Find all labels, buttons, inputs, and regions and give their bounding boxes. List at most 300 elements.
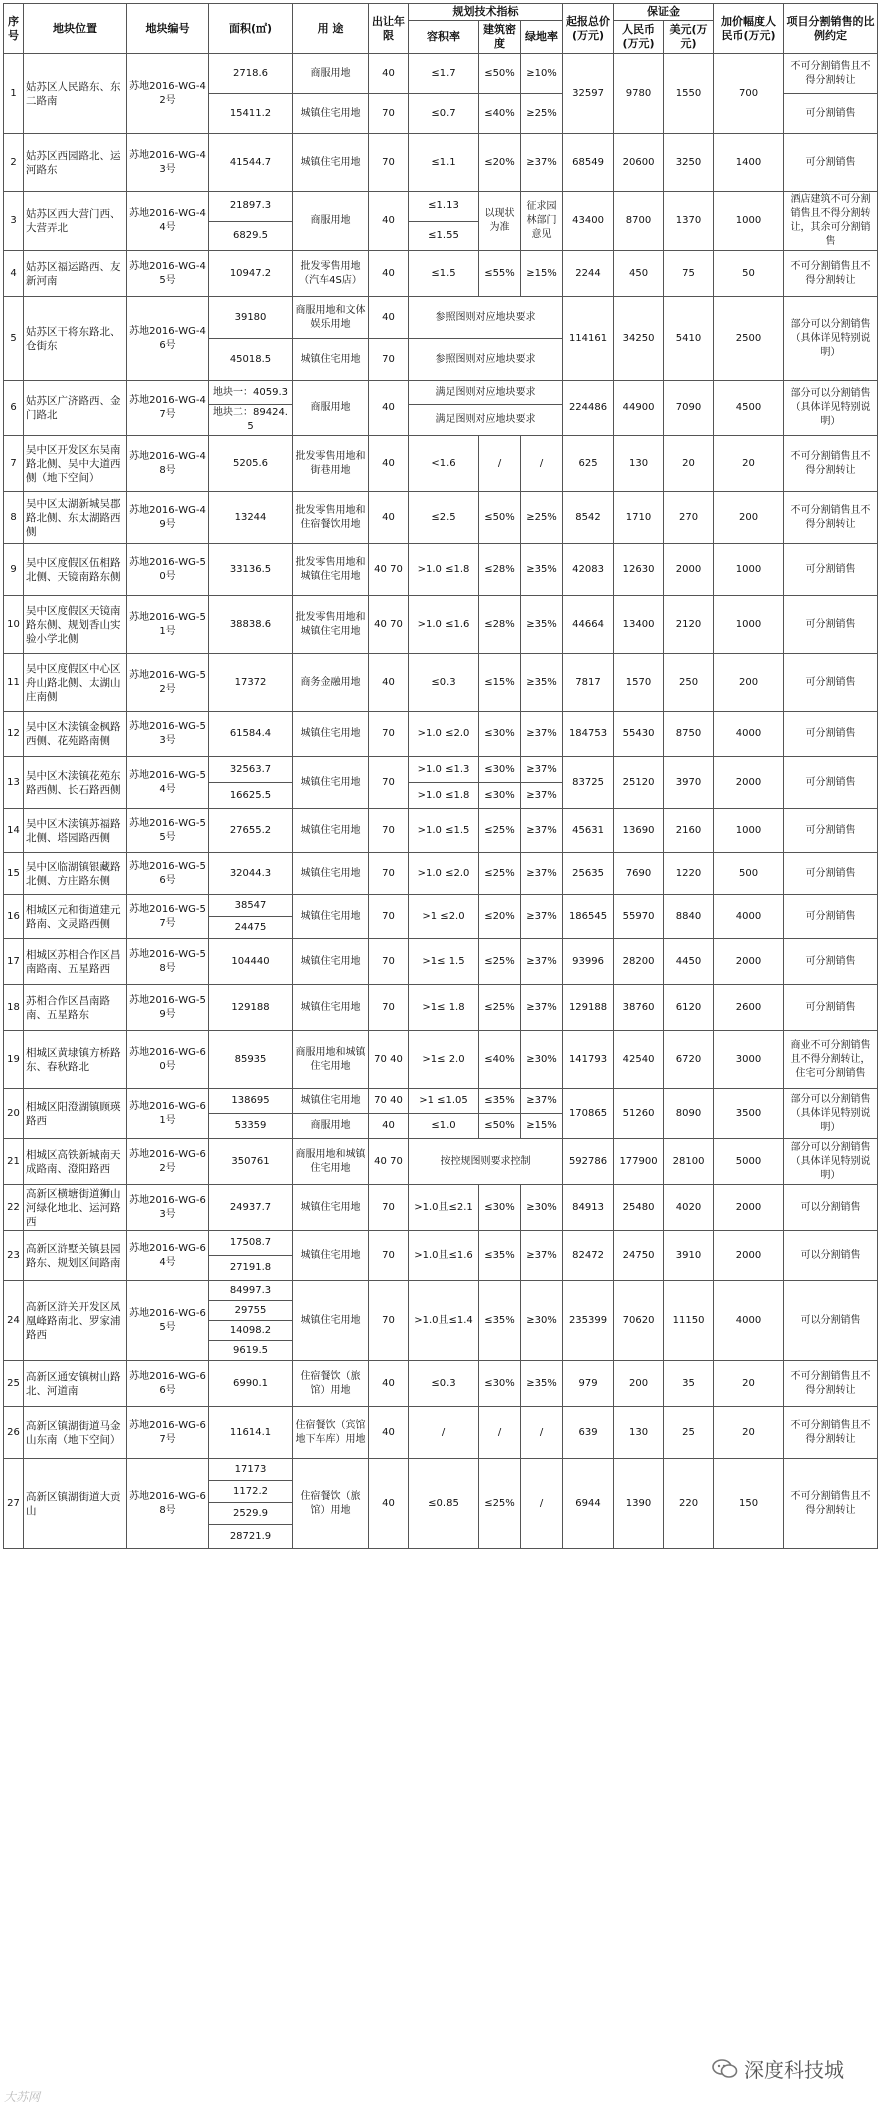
cell-split: 部分可以分割销售（具体详见特别说明）: [784, 1139, 878, 1185]
cell-use: 城镇住宅用地: [293, 339, 369, 381]
cell-density: ≤35%: [479, 1281, 521, 1361]
cell-increment: 500: [714, 853, 784, 895]
cell-code: 苏地2016-WG-64号: [127, 1231, 209, 1281]
table-row: [4, 895, 878, 917]
cell-usd: 5410: [664, 297, 714, 381]
cell-use: 城镇住宅用地: [293, 1231, 369, 1281]
header-increment: 加价幅度人民币(万元): [714, 4, 784, 54]
cell-area: 53359: [209, 1114, 293, 1139]
land-auction-table-container: [3, 3, 877, 1549]
cell-area: 28721.9: [209, 1525, 293, 1549]
table-row: [4, 134, 878, 192]
cell-rmb: 1570: [614, 654, 664, 712]
cell-rmb: 24750: [614, 1231, 664, 1281]
cell-area: 6990.1: [209, 1361, 293, 1407]
cell-code: 苏地2016-WG-57号: [127, 895, 209, 939]
cell-usd: 2000: [664, 544, 714, 596]
cell-seq: 14: [4, 809, 24, 853]
cell-rmb: 177900: [614, 1139, 664, 1185]
cell-increment: 2000: [714, 1231, 784, 1281]
cell-term: 70: [369, 809, 409, 853]
cell-increment: 5000: [714, 1139, 784, 1185]
cell-usd: 1550: [664, 54, 714, 134]
cell-split: 部分可以分割销售（具体详见特别说明）: [784, 297, 878, 381]
cell-rmb: 51260: [614, 1089, 664, 1139]
cell-price: 32597: [563, 54, 614, 134]
cell-split: 可以分割销售: [784, 1281, 878, 1361]
cell-location: 相城区苏相合作区昌南路南、五星路西: [24, 939, 127, 985]
header-usd: 美元(万元): [664, 21, 714, 54]
cell-green: ≥37%: [521, 939, 563, 985]
cell-increment: 20: [714, 1361, 784, 1407]
cell-split: 不可分割销售且不得分割转让: [784, 54, 878, 94]
cell-use: 城镇住宅用地: [293, 939, 369, 985]
header-density: 建筑密度: [479, 21, 521, 54]
table-row: [4, 1231, 878, 1256]
cell-term: 70: [369, 712, 409, 757]
cell-use: 城镇住宅用地: [293, 1089, 369, 1114]
cell-code: 苏地2016-WG-67号: [127, 1407, 209, 1459]
cell-code: 苏地2016-WG-43号: [127, 134, 209, 192]
cell-location: 相城区高铁新城南天成路南、澄阳路西: [24, 1139, 127, 1185]
cell-code: 苏地2016-WG-66号: [127, 1361, 209, 1407]
cell-area: 45018.5: [209, 339, 293, 381]
cell-area: 9619.5: [209, 1341, 293, 1361]
cell-usd: 3910: [664, 1231, 714, 1281]
cell-far: ≤1.1: [409, 134, 479, 192]
cell-increment: 20: [714, 1407, 784, 1459]
cell-seq: 9: [4, 544, 24, 596]
cell-increment: 2000: [714, 1185, 784, 1231]
cell-code: 苏地2016-WG-62号: [127, 1139, 209, 1185]
cell-rmb: 42540: [614, 1031, 664, 1089]
cell-far: ≤1.0: [409, 1114, 479, 1139]
cell-price: 170865: [563, 1089, 614, 1139]
cell-area: 129188: [209, 985, 293, 1031]
header-use: 用 途: [293, 4, 369, 54]
table-row: [4, 712, 878, 757]
cell-price: 235399: [563, 1281, 614, 1361]
cell-term: 40: [369, 54, 409, 94]
cell-split: 可分割销售: [784, 985, 878, 1031]
cell-rmb: 20600: [614, 134, 664, 192]
cell-price: 43400: [563, 192, 614, 251]
cell-term: 70: [369, 939, 409, 985]
table-row: [4, 544, 878, 596]
cell-density: ≤50%: [479, 492, 521, 544]
table-row: [4, 1281, 878, 1301]
cell-use: 城镇住宅用地: [293, 809, 369, 853]
cell-rmb: 70620: [614, 1281, 664, 1361]
cell-seq: 15: [4, 853, 24, 895]
cell-term: 70: [369, 985, 409, 1031]
cell-green: ≥37%: [521, 895, 563, 939]
cell-location: 高新区通安镇树山路北、河道南: [24, 1361, 127, 1407]
cell-seq: 19: [4, 1031, 24, 1089]
cell-far: ≤2.5: [409, 492, 479, 544]
table-row: [4, 757, 878, 783]
cell-term: 40 70: [369, 596, 409, 654]
cell-price: 224486: [563, 381, 614, 436]
cell-term: 40: [369, 654, 409, 712]
cell-price: 83725: [563, 757, 614, 809]
cell-location: 吴中区开发区东吴南路北侧、吴中大道西侧（地下空间）: [24, 436, 127, 492]
cell-increment: 3000: [714, 1031, 784, 1089]
cell-location: 吴中区木渎镇苏福路北侧、塔园路西侧: [24, 809, 127, 853]
cell-increment: 1000: [714, 596, 784, 654]
cell-code: 苏地2016-WG-63号: [127, 1185, 209, 1231]
cell-split: 可分割销售: [784, 544, 878, 596]
cell-increment: 200: [714, 492, 784, 544]
cell-green: ≥37%: [521, 712, 563, 757]
cell-split: 可分割销售: [784, 757, 878, 809]
cell-density: ≤55%: [479, 251, 521, 297]
cell-location: 高新区浒关开发区凤凰峰路南北、罗家浦路西: [24, 1281, 127, 1361]
cell-green: ≥35%: [521, 596, 563, 654]
cell-plan-merged: 满足图则对应地块要求: [409, 405, 563, 436]
cell-term: 70: [369, 757, 409, 809]
cell-usd: 4450: [664, 939, 714, 985]
cell-use: 住宿餐饮（旅馆）用地: [293, 1459, 369, 1549]
header-seq: 序号: [4, 4, 24, 54]
cell-density: /: [479, 436, 521, 492]
cell-density: ≤20%: [479, 134, 521, 192]
cell-term: 40: [369, 436, 409, 492]
cell-rmb: 12630: [614, 544, 664, 596]
cell-rmb: 200: [614, 1361, 664, 1407]
cell-location: 高新区镇湖街道大贡山: [24, 1459, 127, 1549]
cell-area: 17173: [209, 1459, 293, 1481]
cell-use: 城镇住宅用地: [293, 94, 369, 134]
cell-green: ≥15%: [521, 251, 563, 297]
cell-price: 93996: [563, 939, 614, 985]
cell-code: 苏地2016-WG-65号: [127, 1281, 209, 1361]
cell-term: 40 70: [369, 544, 409, 596]
cell-density: ≤30%: [479, 1185, 521, 1231]
cell-density: ≤35%: [479, 1231, 521, 1281]
cell-area: 17372: [209, 654, 293, 712]
header-green: 绿地率: [521, 21, 563, 54]
cell-price: 625: [563, 436, 614, 492]
cell-green: ≥30%: [521, 1281, 563, 1361]
cell-code: 苏地2016-WG-60号: [127, 1031, 209, 1089]
cell-area: 16625.5: [209, 783, 293, 809]
cell-term: 40: [369, 492, 409, 544]
cell-term: 70: [369, 134, 409, 192]
cell-code: 苏地2016-WG-48号: [127, 436, 209, 492]
cell-far: >1.0 ≤1.8: [409, 783, 479, 809]
cell-term: 40: [369, 192, 409, 251]
cell-far: ≤1.5: [409, 251, 479, 297]
cell-price: 2244: [563, 251, 614, 297]
cell-use: 商服用地和文体娱乐用地: [293, 297, 369, 339]
cell-usd: 2120: [664, 596, 714, 654]
cell-far: >1.0 ≤1.6: [409, 596, 479, 654]
cell-use: 城镇住宅用地: [293, 134, 369, 192]
cell-location: 姑苏区广济路西、金门路北: [24, 381, 127, 436]
cell-area: 14098.2: [209, 1321, 293, 1341]
cell-seq: 24: [4, 1281, 24, 1361]
cell-price: 42083: [563, 544, 614, 596]
cell-seq: 20: [4, 1089, 24, 1139]
table-row: [4, 436, 878, 492]
cell-term: 40: [369, 297, 409, 339]
cell-usd: 250: [664, 654, 714, 712]
cell-area: 11614.1: [209, 1407, 293, 1459]
cell-seq: 27: [4, 1459, 24, 1549]
cell-price: 141793: [563, 1031, 614, 1089]
cell-price: 592786: [563, 1139, 614, 1185]
cell-far: >1.0且≤1.4: [409, 1281, 479, 1361]
cell-area: 61584.4: [209, 712, 293, 757]
cell-split: 可以分割销售: [784, 1185, 878, 1231]
cell-area: 32044.3: [209, 853, 293, 895]
cell-split: 可分割销售: [784, 94, 878, 134]
cell-code: 苏地2016-WG-51号: [127, 596, 209, 654]
cell-area: 39180: [209, 297, 293, 339]
cell-split: 不可分割销售且不得分割转让: [784, 1459, 878, 1549]
cell-use: 批发零售用地和住宿餐饮用地: [293, 492, 369, 544]
cell-far: >1.0 ≤1.8: [409, 544, 479, 596]
cell-seq: 5: [4, 297, 24, 381]
cell-rmb: 130: [614, 436, 664, 492]
cell-rmb: 55430: [614, 712, 664, 757]
table-row: [4, 297, 878, 339]
cell-code: 苏地2016-WG-56号: [127, 853, 209, 895]
cell-code: 苏地2016-WG-55号: [127, 809, 209, 853]
cell-far: >1.0 ≤2.0: [409, 853, 479, 895]
cell-far: <1.6: [409, 436, 479, 492]
cell-code: 苏地2016-WG-61号: [127, 1089, 209, 1139]
wechat-watermark: [706, 2052, 850, 2085]
cell-usd: 7090: [664, 381, 714, 436]
cell-seq: 23: [4, 1231, 24, 1281]
cell-location: 吴中区木渎镇金枫路西侧、花苑路南侧: [24, 712, 127, 757]
cell-area: 27655.2: [209, 809, 293, 853]
cell-area: 104440: [209, 939, 293, 985]
cell-area: 84997.3: [209, 1281, 293, 1301]
cell-usd: 8090: [664, 1089, 714, 1139]
cell-seq: 10: [4, 596, 24, 654]
cell-use: 商服用地: [293, 1114, 369, 1139]
cell-split: 部分可以分割销售（具体详见特别说明）: [784, 381, 878, 436]
cell-green: ≥37%: [521, 1089, 563, 1114]
cell-term: 70: [369, 94, 409, 134]
cell-rmb: 25120: [614, 757, 664, 809]
cell-code: 苏地2016-WG-54号: [127, 757, 209, 809]
table-body: [4, 54, 878, 1549]
cell-location: 吴中区度假区伍相路北侧、天镜南路东侧: [24, 544, 127, 596]
cell-price: 7817: [563, 654, 614, 712]
cell-location: 相城区元和街道建元路南、文灵路西侧: [24, 895, 127, 939]
cell-use: 城镇住宅用地: [293, 853, 369, 895]
cell-seq: 18: [4, 985, 24, 1031]
table-row: [4, 985, 878, 1031]
cell-price: 8542: [563, 492, 614, 544]
table-row: [4, 809, 878, 853]
cell-green: ≥37%: [521, 1231, 563, 1281]
cell-increment: 4000: [714, 712, 784, 757]
cell-far: ≤0.7: [409, 94, 479, 134]
cell-far: /: [409, 1407, 479, 1459]
cell-density: ≤30%: [479, 783, 521, 809]
cell-term: 40: [369, 251, 409, 297]
cell-density: ≤25%: [479, 985, 521, 1031]
source-logo: [4, 2088, 40, 2105]
cell-location: 相城区阳澄湖镇顾瑛路西: [24, 1089, 127, 1139]
cell-area: 21897.3: [209, 192, 293, 222]
cell-usd: 2160: [664, 809, 714, 853]
cell-area: 41544.7: [209, 134, 293, 192]
cell-location: 吴中区临湖镇银藏路北侧、方庄路东侧: [24, 853, 127, 895]
cell-price: 184753: [563, 712, 614, 757]
wechat-icon: [712, 2059, 738, 2079]
cell-seq: 2: [4, 134, 24, 192]
cell-use: 商服用地: [293, 54, 369, 94]
cell-split: 酒店建筑不可分割销售且不得分割转让，其余可分割销售: [784, 192, 878, 251]
cell-seq: 6: [4, 381, 24, 436]
cell-use: 城镇住宅用地: [293, 985, 369, 1031]
cell-price: 129188: [563, 985, 614, 1031]
table-row: [4, 654, 878, 712]
cell-area: 85935: [209, 1031, 293, 1089]
header-term: 出让年限: [369, 4, 409, 54]
cell-green: /: [521, 436, 563, 492]
cell-location: 吴中区太湖新城吴郡路北侧、东太湖路西侧: [24, 492, 127, 544]
cell-use: 批发零售用地和城镇住宅用地: [293, 596, 369, 654]
cell-price: 44664: [563, 596, 614, 654]
cell-green: ≥37%: [521, 853, 563, 895]
cell-far: >1≤ 2.0: [409, 1031, 479, 1089]
cell-term: 40: [369, 1361, 409, 1407]
cell-use: 城镇住宅用地: [293, 895, 369, 939]
cell-usd: 3250: [664, 134, 714, 192]
cell-use: 批发零售用地（汽车4S店）: [293, 251, 369, 297]
cell-usd: 11150: [664, 1281, 714, 1361]
cell-usd: 75: [664, 251, 714, 297]
cell-far: >1.0 ≤1.3: [409, 757, 479, 783]
cell-term: 70: [369, 1231, 409, 1281]
cell-green: 征求园林部门意见: [521, 192, 563, 251]
cell-term: 70: [369, 1281, 409, 1361]
cell-far: ≤0.3: [409, 654, 479, 712]
cell-use: 商服用地和城镇住宅用地: [293, 1139, 369, 1185]
cell-location: 苏相合作区昌南路南、五星路东: [24, 985, 127, 1031]
cell-green: /: [521, 1459, 563, 1549]
cell-green: /: [521, 1407, 563, 1459]
cell-location: 吴中区度假区中心区舟山路北侧、太湖山庄南侧: [24, 654, 127, 712]
cell-split: 可分割销售: [784, 853, 878, 895]
cell-density: /: [479, 1407, 521, 1459]
cell-increment: 200: [714, 654, 784, 712]
cell-area: 13244: [209, 492, 293, 544]
cell-code: 苏地2016-WG-50号: [127, 544, 209, 596]
cell-density: ≤30%: [479, 712, 521, 757]
cell-green: ≥35%: [521, 544, 563, 596]
cell-density: ≤50%: [479, 1114, 521, 1139]
header-rmb: 人民币(万元): [614, 21, 664, 54]
cell-seq: 17: [4, 939, 24, 985]
cell-use: 商务金融用地: [293, 654, 369, 712]
cell-far: ≤0.3: [409, 1361, 479, 1407]
cell-location: 高新区浒墅关镇县园路东、规划区间路南: [24, 1231, 127, 1281]
cell-term: 70: [369, 1185, 409, 1231]
cell-rmb: 7690: [614, 853, 664, 895]
cell-green: ≥25%: [521, 492, 563, 544]
cell-rmb: 130: [614, 1407, 664, 1459]
cell-far: ≤1.7: [409, 54, 479, 94]
table-row: [4, 54, 878, 94]
cell-price: 68549: [563, 134, 614, 192]
cell-density: ≤28%: [479, 596, 521, 654]
cell-area: 38547: [209, 895, 293, 917]
cell-area: 138695: [209, 1089, 293, 1114]
cell-rmb: 13690: [614, 809, 664, 853]
cell-increment: 1000: [714, 192, 784, 251]
cell-seq: 21: [4, 1139, 24, 1185]
cell-usd: 3970: [664, 757, 714, 809]
cell-split: 可分割销售: [784, 596, 878, 654]
cell-density: ≤25%: [479, 853, 521, 895]
cell-location: 姑苏区人民路东、东二路南: [24, 54, 127, 134]
cell-split: 可分割销售: [784, 712, 878, 757]
cell-rmb: 8700: [614, 192, 664, 251]
cell-green: ≥15%: [521, 1114, 563, 1139]
cell-seq: 1: [4, 54, 24, 134]
cell-split: 不可分割销售且不得分割转让: [784, 436, 878, 492]
cell-location: 吴中区度假区天镜南路东侧、规划香山实验小学北侧: [24, 596, 127, 654]
cell-split: 可分割销售: [784, 895, 878, 939]
cell-code: 苏地2016-WG-45号: [127, 251, 209, 297]
cell-far: >1.0 ≤2.0: [409, 712, 479, 757]
cell-green: ≥10%: [521, 54, 563, 94]
cell-split: 部分可以分割销售（具体详见特别说明）: [784, 1089, 878, 1139]
cell-use: 商服用地和城镇住宅用地: [293, 1031, 369, 1089]
cell-far: ≤1.13: [409, 192, 479, 222]
cell-code: 苏地2016-WG-44号: [127, 192, 209, 251]
cell-density: ≤25%: [479, 809, 521, 853]
table-row: [4, 1459, 878, 1481]
cell-term: 40: [369, 381, 409, 436]
cell-split: 可以分割销售: [784, 1231, 878, 1281]
cell-plan-merged: 参照图则对应地块要求: [409, 339, 563, 381]
table-row: [4, 192, 878, 222]
cell-term: 70: [369, 853, 409, 895]
cell-usd: 220: [664, 1459, 714, 1549]
cell-location: 姑苏区干将东路北、仓街东: [24, 297, 127, 381]
cell-split: 不可分割销售且不得分割转让: [784, 492, 878, 544]
table-row: [4, 1139, 878, 1185]
header-far: 容积率: [409, 21, 479, 54]
cell-rmb: 9780: [614, 54, 664, 134]
cell-area: 24475: [209, 917, 293, 939]
cell-location: 姑苏区西园路北、运河路东: [24, 134, 127, 192]
cell-usd: 20: [664, 436, 714, 492]
cell-price: 6944: [563, 1459, 614, 1549]
cell-area: 38838.6: [209, 596, 293, 654]
cell-density: ≤50%: [479, 54, 521, 94]
cell-location: 相城区黄埭镇方桥路东、春秋路北: [24, 1031, 127, 1089]
cell-usd: 270: [664, 492, 714, 544]
cell-location: 吴中区木渎镇花苑东路西侧、长石路西侧: [24, 757, 127, 809]
cell-seq: 8: [4, 492, 24, 544]
cell-area: 17508.7: [209, 1231, 293, 1256]
table-row: [4, 251, 878, 297]
cell-code: 苏地2016-WG-53号: [127, 712, 209, 757]
cell-usd: 4020: [664, 1185, 714, 1231]
cell-rmb: 1710: [614, 492, 664, 544]
cell-split: 可分割销售: [784, 939, 878, 985]
